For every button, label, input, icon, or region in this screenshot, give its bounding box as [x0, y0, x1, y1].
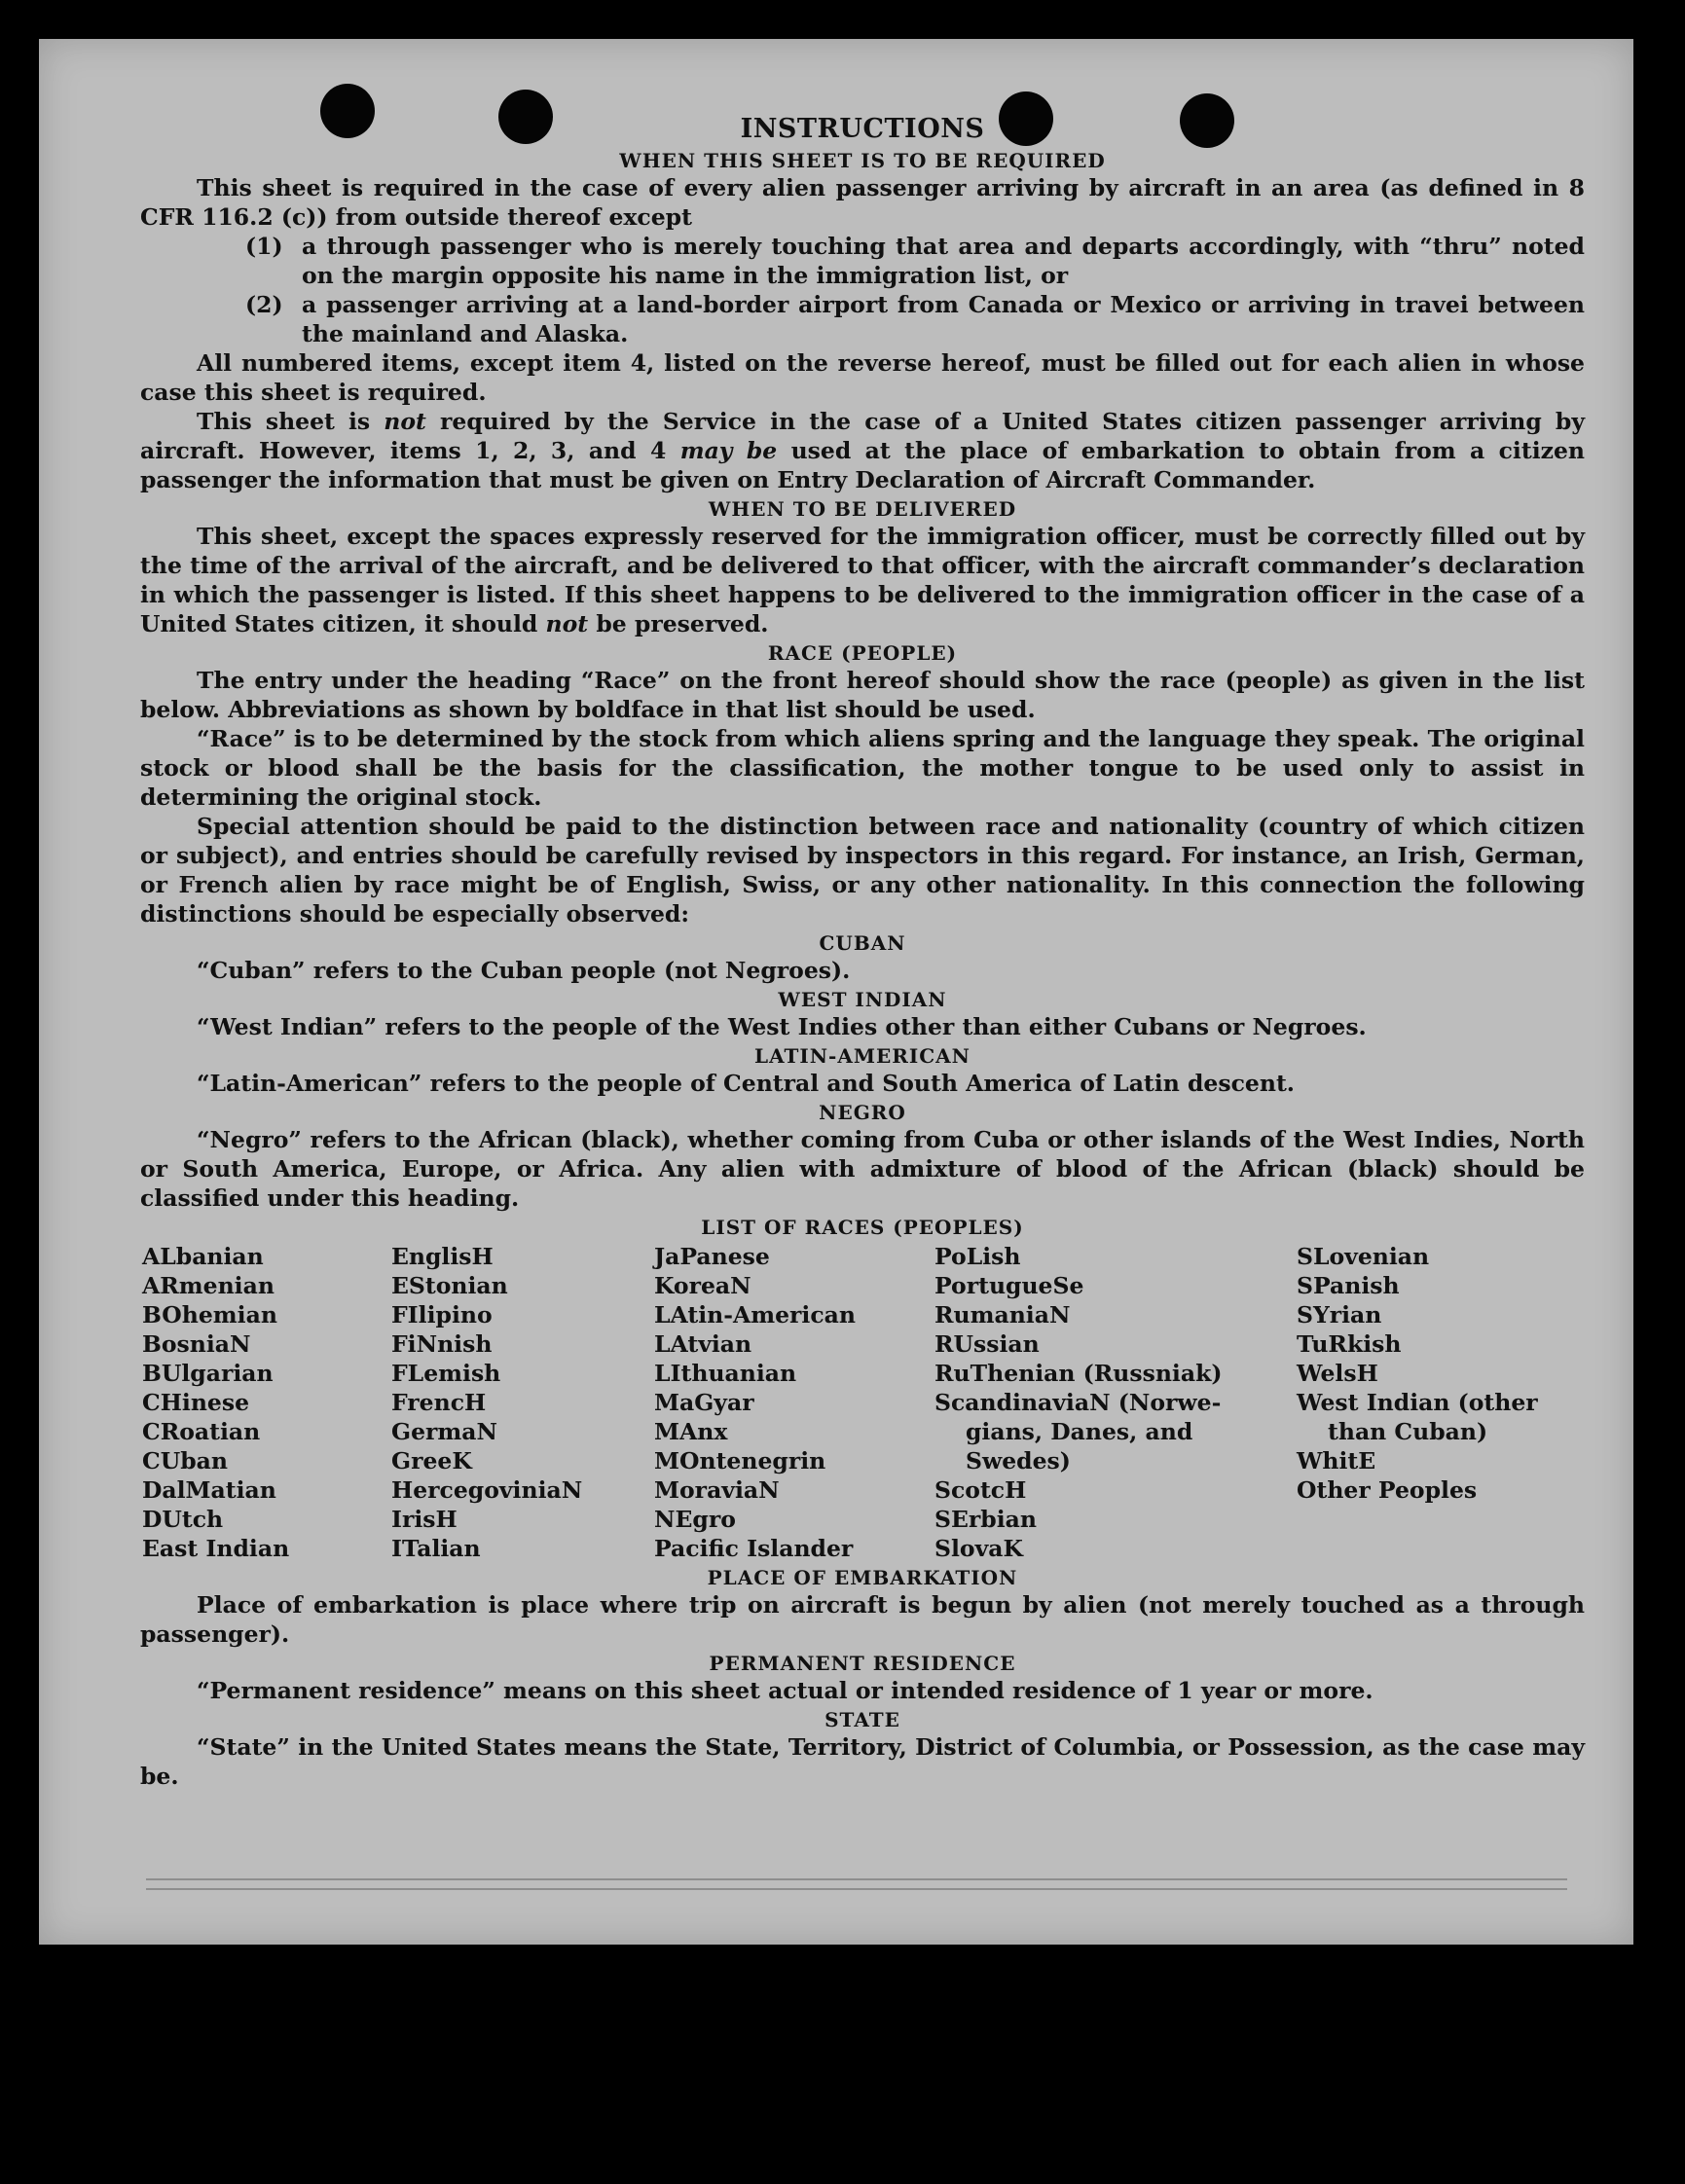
race-item: SYrian — [1297, 1301, 1382, 1329]
heading-negro: NEGRO — [819, 1101, 906, 1124]
divider — [146, 1888, 1567, 1890]
divider — [146, 1878, 1567, 1880]
race-item: HercegoviniaN — [391, 1476, 583, 1504]
heading-race: RACE (PEOPLE) — [767, 641, 958, 665]
heading-when-delivered: WHEN TO BE DELIVERED — [708, 497, 1017, 521]
race-item: FiNnish — [391, 1330, 493, 1358]
race-item: FrencH — [391, 1389, 487, 1416]
race-item: TuRkish — [1297, 1330, 1402, 1358]
race-item: LIthuanian — [654, 1360, 797, 1387]
heading-when-required: WHEN THIS SHEET IS TO BE REQUIRED — [619, 149, 1106, 172]
race-item: MOntenegrin — [654, 1447, 826, 1474]
race-item: Other Peoples — [1297, 1476, 1478, 1504]
text-fragment: be preserved. — [588, 610, 769, 637]
race-item: PoLish — [934, 1243, 1021, 1270]
race-item: SlovaK — [934, 1535, 1023, 1562]
race-list — [142, 1242, 1585, 1563]
race-item: RumaniaN — [934, 1301, 1071, 1329]
race-item: EStonian — [391, 1272, 508, 1299]
race-item-continuation: Swedes) — [966, 1447, 1071, 1474]
race-column-2 — [391, 1242, 654, 1563]
exception-item-2 — [245, 290, 1585, 348]
race-item: WelsH — [1297, 1360, 1378, 1387]
race-item: DalMatian — [142, 1476, 276, 1504]
race-item: FIlipino — [391, 1301, 493, 1329]
race-item: GermaN — [391, 1418, 497, 1445]
race-item: RuThenian (Russniak) — [934, 1360, 1223, 1387]
faded-footer-print — [146, 1878, 1567, 1898]
race-item-continuation: than Cuban) — [1328, 1418, 1488, 1445]
heading-latin-american: LATIN-AMERICAN — [754, 1044, 971, 1068]
race-item: CUban — [142, 1447, 228, 1474]
race-item: NEgro — [654, 1506, 736, 1533]
paragraph-citizen — [140, 407, 1585, 494]
race-column-5 — [1297, 1242, 1579, 1563]
race-column-1 — [142, 1242, 391, 1563]
instructions-content — [140, 113, 1585, 1791]
race-item: SPanish — [1297, 1272, 1400, 1299]
race-item-continuation: gians, Danes, and — [966, 1418, 1193, 1445]
race-column-4 — [934, 1242, 1297, 1563]
race-item: ARmenian — [142, 1272, 275, 1299]
paragraph-required: This sheet is required in the case of every alien passenger arriving by aircraft in an area (as defined in 8 CFR 116.2 (c)) from outside thereof except — [140, 174, 1585, 231]
emphasis-may-be: may be — [679, 437, 778, 464]
paragraph-race-entry: The entry under the heading “Race” on the front hereof should show the race (people) as given in the list below. Abbreviations as shown by boldface in that list should be used. — [140, 667, 1585, 723]
text-fragment: This sheet is — [197, 408, 385, 435]
item-number: (2) — [245, 291, 283, 318]
race-item: KoreaN — [654, 1272, 751, 1299]
emphasis-not: not — [384, 408, 426, 435]
race-item: East Indian — [142, 1535, 290, 1562]
race-item: MAnx — [654, 1418, 728, 1445]
race-item: EnglisH — [391, 1243, 494, 1270]
paragraph-race-stock: “Race” is to be determined by the stock from which aliens spring and the language they speak. The original stock or blood shall be the basis for the classification, the mother tongue to be used only to assist in determining the original stock. — [140, 725, 1585, 811]
paragraph-state: “State” in the United States means the State, Territory, District of Columbia, or Possession, as the case may be. — [140, 1733, 1585, 1790]
race-item: IrisH — [391, 1506, 458, 1533]
paragraph-west-indian: “West Indian” refers to the people of the West Indies other than either Cubans or Negroes. — [197, 1013, 1367, 1040]
race-item: ScotcH — [934, 1476, 1027, 1504]
paragraph-negro: “Negro” refers to the African (black), whether coming from Cuba or other islands of the West Indies, North or South America, Europe, or Africa. Any alien with admixture of blood of the African (black) should be classified under this heading. — [140, 1126, 1585, 1212]
race-item: WhitE — [1297, 1447, 1376, 1474]
race-item: SLovenian — [1297, 1243, 1430, 1270]
race-column-3 — [654, 1242, 934, 1563]
race-item: CRoatian — [142, 1418, 261, 1445]
race-item: BOhemian — [142, 1301, 277, 1329]
race-item: MaGyar — [654, 1389, 754, 1416]
item-text: a through passenger who is merely touching that area and departs accordingly, with “thru” noted on the margin opposite his name in the immigration list, or — [302, 233, 1585, 289]
race-item: CHinese — [142, 1389, 250, 1416]
race-item: ITalian — [391, 1535, 481, 1562]
race-item: PortugueSe — [934, 1272, 1084, 1299]
race-item: BUlgarian — [142, 1360, 274, 1387]
document-sheet — [39, 39, 1633, 1945]
paragraph-embarkation: Place of embarkation is place where trip on aircraft is begun by alien (not merely touched as a through passenger). — [140, 1591, 1585, 1648]
race-item: ALbanian — [142, 1243, 264, 1270]
paragraph-cuban: “Cuban” refers to the Cuban people (not Negroes). — [197, 957, 851, 984]
emphasis-not: not — [545, 610, 589, 637]
race-item: LAtvian — [654, 1330, 752, 1358]
paragraph-race-nationality: Special attention should be paid to the distinction between race and nationality (country of which citizen or subject), and entries should be carefully revised by inspectors in this regard. For instance, an Irish, German, or French alien by race might be of English, Swiss, or any other nationality. In this connection the following distinctions should be especially observed: — [140, 813, 1585, 928]
race-item: MoraviaN — [654, 1476, 780, 1504]
race-item: JaPanese — [654, 1243, 770, 1270]
item-text: a passenger arriving at a land-border airport from Canada or Mexico or arriving in travei between the mainland and Alaska. — [302, 291, 1585, 347]
heading-cuban: CUBAN — [819, 931, 906, 955]
text-fragment: used at the place of embarkation to obtain from a citizen passenger the information that must be given on Entry Declaration of Aircraft Commander. — [140, 437, 1586, 493]
exception-item-1 — [245, 232, 1585, 290]
text-fragment: required by the Service in the case of a United States citizen passenger arriving by aircraft. However, items 1, 2, 3, and 4 — [140, 408, 1585, 464]
paragraph-residence: “Permanent residence” means on this sheet actual or intended residence of 1 year or more. — [197, 1677, 1374, 1704]
paragraph-numbered-items: All numbered items, except item 4, listed on the reverse hereof, must be filled out for each alien in whose case this sheet is required. — [140, 349, 1585, 406]
race-item: SErbian — [934, 1506, 1037, 1533]
race-item: FLemish — [391, 1360, 501, 1387]
race-item: ScandinaviaN (Norwe- — [934, 1389, 1222, 1416]
race-item: LAtin-American — [654, 1301, 856, 1329]
heading-place-of-embarkation: PLACE OF EMBARKATION — [707, 1566, 1018, 1589]
heading-permanent-residence: PERMANENT RESIDENCE — [709, 1652, 1016, 1675]
page-title: INSTRUCTIONS — [740, 114, 985, 144]
race-item: RUssian — [934, 1330, 1040, 1358]
race-item: West Indian (other — [1297, 1389, 1538, 1416]
paragraph-delivered — [140, 522, 1585, 638]
item-number: (1) — [245, 233, 283, 260]
heading-list-of-races: LIST OF RACES (PEOPLES) — [701, 1216, 1024, 1239]
race-item: Pacific Islander — [654, 1535, 854, 1562]
text-fragment: This sheet, except the spaces expressly reserved for the immigration officer, must be correctly filled out by the time of the arrival of the aircraft, and be delivered to that officer, with the aircraft commander’s declaration in which the passenger is listed. If this sheet happens to be delivered to the immigration officer in the case of a United States citizen, it should — [140, 523, 1585, 637]
race-item: DUtch — [142, 1506, 224, 1533]
heading-west-indian: WEST INDIAN — [778, 988, 947, 1011]
heading-state: STATE — [824, 1708, 900, 1731]
race-item: GreeK — [391, 1447, 472, 1474]
race-item: BosniaN — [142, 1330, 251, 1358]
paragraph-latin-american: “Latin-American” refers to the people of Central and South America of Latin descent. — [197, 1070, 1295, 1097]
